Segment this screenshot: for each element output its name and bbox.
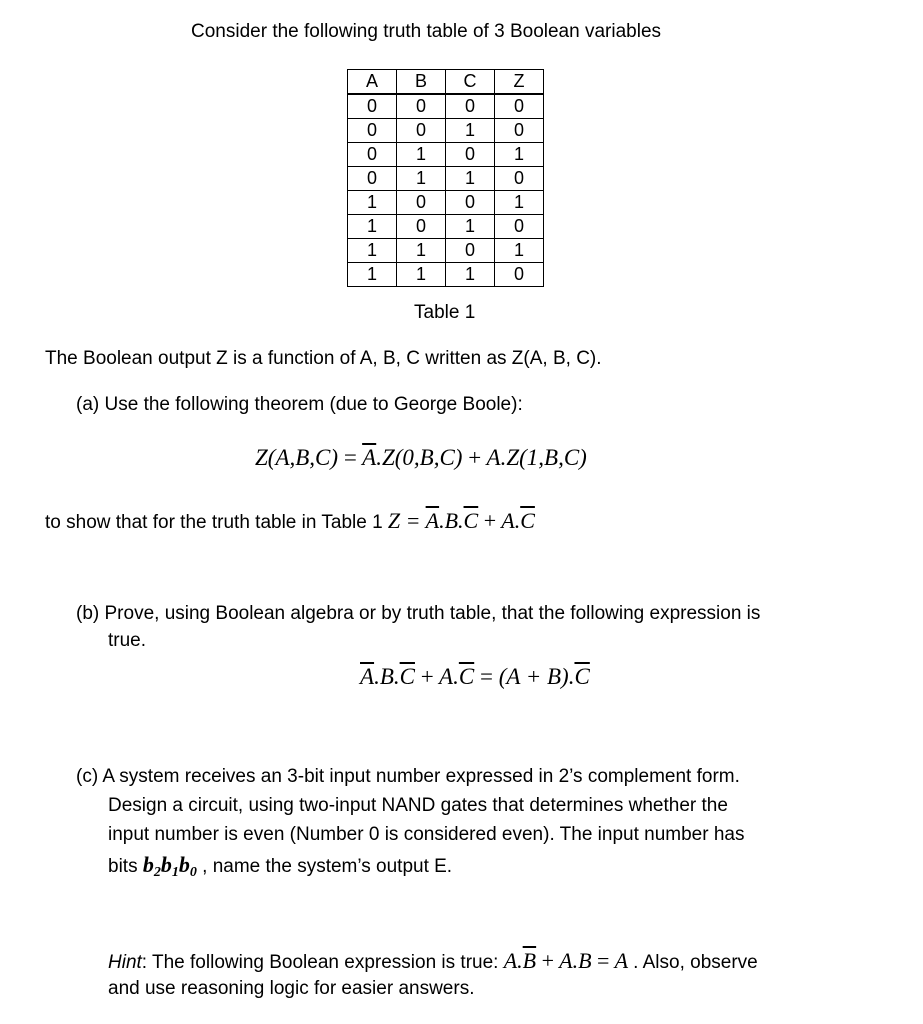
result-plus: +	[483, 508, 497, 533]
table-row	[348, 239, 544, 263]
bits-prefix: bits	[108, 856, 138, 877]
expr-c-bar: $\overline{C}$	[399, 664, 415, 689]
hint-a: A	[614, 948, 628, 973]
table-row	[348, 143, 544, 167]
truth-table	[347, 69, 544, 287]
table-cell: 1	[446, 215, 495, 239]
table-cell: 0	[348, 94, 397, 119]
theorem-a-bar: $\overline{A}$	[362, 445, 377, 470]
hint-eq: =	[597, 948, 610, 973]
bit-2-base: b	[142, 852, 154, 877]
table-cell: 0	[446, 191, 495, 215]
bit-0-sub: 0	[189, 865, 197, 880]
theorem-eq: =	[343, 445, 357, 470]
table-cell: 0	[446, 94, 495, 119]
hint-a1: A.	[503, 948, 523, 973]
table-cell: 0	[397, 119, 446, 143]
table-cell: 0	[348, 167, 397, 191]
table-cell: 1	[446, 263, 495, 287]
expr-a-bar: $\overline{A}$	[360, 664, 375, 689]
table-cell: 0	[348, 119, 397, 143]
bit-1-base: b	[160, 852, 172, 877]
result-prefix: Z =	[387, 508, 421, 533]
table-cell: 0	[446, 239, 495, 263]
part-b-expression	[360, 664, 590, 690]
table-row	[348, 263, 544, 287]
bits-expression	[142, 852, 197, 880]
header-cell: B	[397, 70, 446, 95]
table-cell: 0	[348, 143, 397, 167]
expr-mid: .B.	[374, 664, 400, 689]
table-row	[348, 215, 544, 239]
table-cell: 1	[397, 167, 446, 191]
intro-text: The Boolean output Z is a function of A, B, C written as Z(A, B, C).	[45, 348, 602, 369]
header-cell: A	[348, 70, 397, 95]
part-c-line3: input number is even (Number 0 is considered even). The input number has	[108, 824, 745, 845]
theorem-term1: .Z(0,B,C)	[376, 445, 463, 470]
table-caption: Table 1	[414, 302, 476, 323]
result-c-bar-2: $\overline{C}$	[520, 508, 535, 533]
hint-line1	[108, 948, 758, 974]
table-cell: 0	[446, 143, 495, 167]
header-cell: Z	[495, 70, 544, 95]
theorem-term2: A.Z(1,B,C)	[486, 445, 587, 470]
table-cell: 0	[495, 119, 544, 143]
result-expression	[388, 508, 535, 533]
hint-line2: and use reasoning logic for easier answers.	[108, 978, 475, 999]
table-row	[348, 94, 544, 119]
table-cell: 1	[348, 215, 397, 239]
table-cell: 1	[495, 143, 544, 167]
expr-paren: (A + B).	[498, 664, 575, 689]
table-cell: 0	[397, 94, 446, 119]
table-cell: 1	[397, 239, 446, 263]
table-cell: 1	[495, 239, 544, 263]
table-cell: 0	[495, 94, 544, 119]
table-cell: 1	[348, 263, 397, 287]
table-cell: 1	[348, 191, 397, 215]
hint-plus: +	[541, 948, 555, 973]
header-cell: C	[446, 70, 495, 95]
bit-1-sub: 1	[171, 865, 179, 880]
table-cell: 1	[495, 191, 544, 215]
part-c-line1: (c) A system receives an 3-bit input number expressed in 2’s complement form.	[76, 766, 740, 787]
table-cell: 1	[446, 119, 495, 143]
bit-0-base: b	[178, 852, 190, 877]
table-cell: 0	[495, 263, 544, 287]
expr-plus: +	[420, 664, 434, 689]
bits-suffix: , name the system’s output E.	[202, 856, 453, 877]
table-row	[348, 119, 544, 143]
hint-text: : The following Boolean expression is true:	[141, 952, 499, 973]
expr-c-bar-2: $\overline{C}$	[458, 664, 475, 689]
hint-label: Hint	[108, 952, 142, 973]
table-cell: 0	[495, 167, 544, 191]
result-a-bar: $\overline{A}$	[425, 508, 440, 533]
table-cell: 1	[348, 239, 397, 263]
show-text: to show that for the truth table in Table 1	[45, 512, 383, 533]
boole-theorem	[255, 445, 587, 471]
theorem-plus: +	[468, 445, 482, 470]
expr-a: A.	[439, 664, 459, 689]
bit-2-sub: 2	[153, 865, 161, 880]
part-a-text: (a) Use the following theorem (due to George Boole):	[76, 394, 523, 415]
part-c-line2: Design a circuit, using two-input NAND gates that determines whether the	[108, 795, 728, 816]
part-b-line2: true.	[108, 630, 147, 651]
hint-expression	[504, 948, 633, 973]
expr-c-bar-3: $\overline{C}$	[574, 664, 590, 689]
page-title: Consider the following truth table of 3 Boolean variables	[191, 21, 662, 42]
hint-ab: A.B	[559, 948, 592, 973]
result-mid: .B.	[439, 508, 464, 533]
part-a-show	[45, 508, 535, 534]
table-row	[348, 167, 544, 191]
table-cell: 0	[495, 215, 544, 239]
table-cell: 1	[397, 263, 446, 287]
result-a: A.	[501, 508, 521, 533]
expr-eq: =	[479, 664, 493, 689]
theorem-lhs: Z(A,B,C)	[255, 445, 339, 470]
part-c-line4	[108, 852, 452, 881]
truth-table-header-row	[348, 70, 544, 95]
table-row	[348, 191, 544, 215]
table-cell: 0	[397, 215, 446, 239]
result-c-bar: $\overline{C}$	[463, 508, 479, 533]
table-cell: 1	[397, 143, 446, 167]
hint-tail: . Also, observe	[633, 952, 758, 973]
table-cell: 1	[446, 167, 495, 191]
part-b-line1: (b) Prove, using Boolean algebra or by truth table, that the following expression is	[76, 603, 761, 624]
table-cell: 0	[397, 191, 446, 215]
hint-b-bar: $\overline{B}$	[522, 948, 537, 973]
